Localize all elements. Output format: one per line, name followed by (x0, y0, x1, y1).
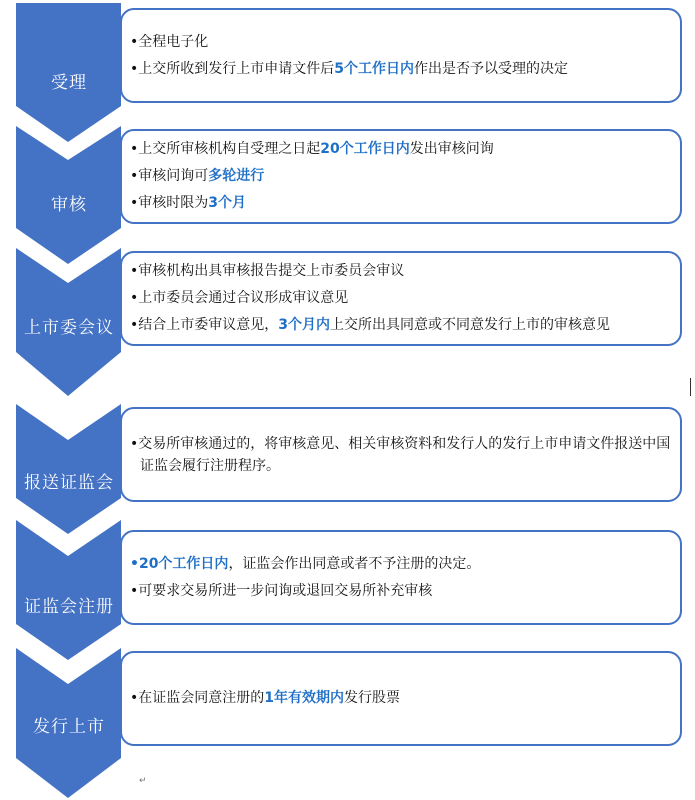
bullet-text: 发出审核问询 (409, 141, 494, 157)
stage-box-3 (120, 251, 682, 346)
bullet-5-2 (130, 578, 674, 605)
bullet-text: •全程电子化 (130, 33, 209, 50)
bullet-3-2 (130, 285, 674, 312)
bullet-text: •结合上市委审议意见， (130, 317, 279, 333)
bullet-2-3 (130, 190, 674, 217)
bullet-1-2 (130, 56, 674, 83)
bullet-text: •在证监会同意注册的 (130, 690, 265, 706)
emphasis-text: 3个月 (208, 195, 247, 211)
bullet-4-1 (130, 433, 674, 477)
bullet-text: 作出是否予以受理的决定 (414, 60, 569, 77)
stage-box-2 (120, 129, 682, 224)
stage-arrow-5 (16, 520, 121, 660)
stage-box-1 (120, 8, 682, 103)
bullet-text: • (130, 555, 139, 572)
bullet-text: •可要求交易所进一步问询或退回交易所补充审核 (130, 582, 433, 599)
bullet-text: •上交所审核机构自受理之日起 (130, 141, 321, 157)
return-mark: ↵ (139, 776, 147, 786)
bullet-5-1 (130, 551, 674, 578)
stage-label-6: 发行上市 (33, 717, 105, 737)
bullet-text: ，证监会作出同意或者不予注册的决定。 (228, 555, 481, 572)
emphasis-text: 20个工作日内 (320, 141, 410, 157)
emphasis-text: 3个月内 (278, 317, 331, 333)
bullet-text: •交易所审核通过的，将审核意见、相关审核资料和发行人的发行上市申请文件报送中国证监会履行注册程序。 (130, 435, 671, 474)
bullet-3-1 (130, 258, 674, 285)
bullet-3-3 (130, 312, 674, 339)
bullet-text: 上交所出具同意或不同意发行上市的审核意见 (330, 317, 611, 333)
bullet-text: •上交所收到发行上市申请文件后 (130, 60, 335, 77)
stage-label-4: 报送证监会 (24, 473, 114, 493)
bullet-text: •审核问询可 (130, 168, 209, 184)
bullet-1-1 (130, 29, 674, 56)
stage-label-3: 上市委会议 (24, 318, 114, 338)
bullet-6-1 (130, 685, 674, 712)
emphasis-text: 1年有效期内 (264, 690, 345, 706)
stage-label-1: 受理 (51, 73, 87, 93)
bullet-text: •上市委员会通过合议形成审议意见 (130, 290, 349, 306)
stage-box-5 (120, 530, 682, 625)
emphasis-text: 5个工作日内 (334, 60, 415, 77)
stage-box-4 (120, 407, 682, 502)
bullet-2-1 (130, 136, 674, 163)
bullet-text: 发行股票 (344, 690, 401, 706)
bullet-2-2 (130, 163, 674, 190)
bullet-text: •审核机构出具审核报告提交上市委员会审议 (130, 263, 405, 279)
text-cursor (690, 378, 691, 396)
stage-label-2: 审核 (51, 195, 87, 215)
stage-box-6 (120, 651, 682, 746)
emphasis-text: 多轮进行 (208, 168, 265, 184)
stage-label-5: 证监会注册 (24, 597, 114, 617)
emphasis-text: 20个工作日内 (138, 555, 229, 572)
bullet-text: •审核时限为 (130, 195, 209, 211)
